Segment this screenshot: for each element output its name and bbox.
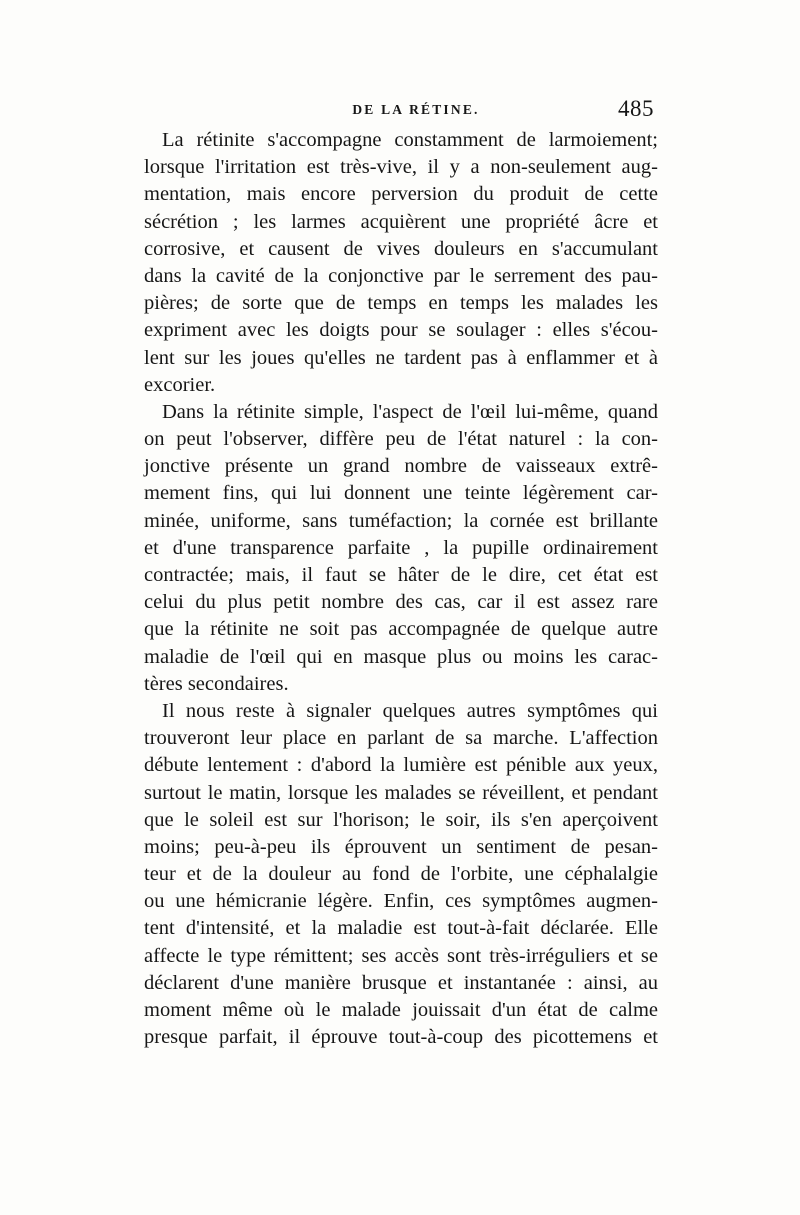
paragraph	[144, 127, 658, 399]
text-line: La rétinite s'accompagne constamment de larmoiement;	[162, 129, 658, 151]
text-line: moment même où le malade jouissait d'un état de calme	[144, 999, 658, 1021]
text-line: dans la cavité de la conjonctive par le serrement des pau-	[144, 264, 658, 287]
text-line: surtout le matin, lorsque les malades se réveillent, et pendant	[144, 781, 658, 804]
text-line: lent sur les joues qu'elles ne tardent pas à enflammer et à	[144, 346, 658, 369]
text-line: contractée; mais, il faut se hâter de le dire, cet état est	[144, 564, 658, 586]
running-title: DE LA RÉTINE.	[352, 102, 480, 117]
text-line: trouveront leur place en parlant de sa marche. L'affection	[144, 727, 658, 750]
text-line: que le soleil est sur l'horison; le soir, ils s'en aperçoivent	[144, 808, 658, 831]
text-line: ou une hémicranie légère. Enfin, ces symptômes augmen-	[144, 890, 658, 913]
text-line: presque parfait, il éprouve tout-à-coup des picottemens et	[144, 1026, 658, 1049]
text-line: déclarent d'une manière brusque et instantanée : ainsi, au	[144, 971, 658, 994]
text-line: pières; de sorte que de temps en temps les malades les	[144, 292, 658, 315]
text-line: mentation, mais encore perversion du produit de cette	[144, 183, 658, 206]
text-line: débute lentement : d'abord la lumière est pénible aux yeux,	[144, 754, 658, 777]
paragraph	[144, 698, 658, 1051]
text-line: teur et de la douleur au fond de l'orbite, une céphalalgie	[144, 863, 658, 886]
text-line: celui du plus petit nombre des cas, car il est assez rare	[144, 591, 658, 614]
text-line: et d'une transparence parfaite , la pupille ordinairement	[144, 536, 658, 559]
running-head	[144, 96, 658, 126]
text-line: sécrétion ; les larmes acquièrent une propriété âcre et	[144, 210, 658, 233]
text-line: que la rétinite ne soit pas accompagnée de quelque autre	[144, 618, 658, 641]
text-line: excorier.	[144, 373, 216, 396]
page-number: 485	[618, 96, 654, 121]
text-line: jonctive présente un grand nombre de vaisseaux extrê-	[144, 455, 658, 478]
text-line: tères secondaires.	[144, 672, 289, 695]
text-line: minée, uniforme, sans tuméfaction; la cornée est brillante	[144, 509, 658, 532]
paragraph	[144, 399, 658, 698]
text-line: expriment avec les doigts pour se soulager : elles s'écou-	[144, 319, 658, 342]
text-line: lorsque l'irritation est très-vive, il y a non-seulement aug-	[144, 156, 658, 179]
text-line: affecte le type rémittent; ses accès sont très-irréguliers et se	[144, 944, 658, 967]
body-text	[144, 127, 658, 1051]
text-line: Dans la rétinite simple, l'aspect de l'œil lui-même, quand	[162, 400, 658, 423]
text-line: Il nous reste à signaler quelques autres symptômes qui	[162, 699, 658, 722]
text-line: corrosive, et causent de vives douleurs en s'accumulant	[144, 237, 658, 260]
text-line: maladie de l'œil qui en masque plus ou moins les carac-	[144, 645, 658, 668]
text-line: mement fins, qui lui donnent une teinte légèrement car-	[144, 482, 658, 505]
text-line: moins; peu-à-peu ils éprouvent un sentiment de pesan-	[144, 835, 658, 858]
text-line: tent d'intensité, et la maladie est tout-à-fait déclarée. Elle	[144, 917, 658, 940]
text-line: on peut l'observer, diffère peu de l'état naturel : la con-	[144, 428, 658, 451]
